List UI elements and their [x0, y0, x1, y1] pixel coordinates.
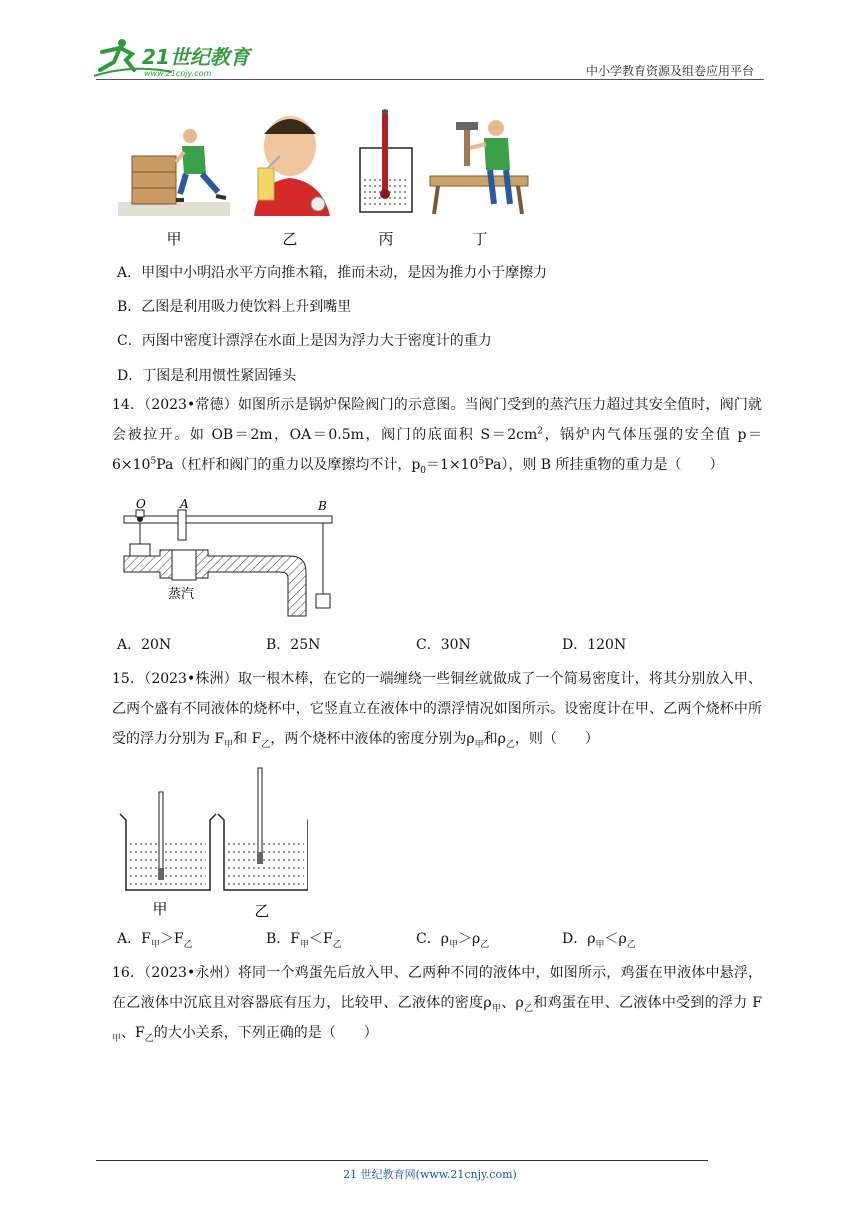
q15-option-d: D．$\rho_甲<\rho_乙$	[562, 931, 636, 950]
q14-valve-diagram	[120, 498, 340, 623]
caption-ding: 丁	[472, 230, 488, 248]
hammer-man-picture	[430, 120, 528, 214]
q14-option-c: C．30N	[416, 637, 471, 653]
q15-beakers-diagram	[118, 764, 308, 924]
caption-beaker-jia: 甲	[152, 900, 168, 918]
caption-bing: 丙	[378, 230, 394, 248]
logo-text: 21世纪教育	[142, 45, 250, 69]
q14-option-d: D．120N	[562, 637, 627, 653]
q13-option-b: B．乙图是利用吸力使饮料上升到嘴里	[117, 299, 352, 315]
site-logo	[92, 36, 262, 80]
header-divider	[96, 79, 764, 80]
beaker-jia	[120, 792, 216, 890]
beaker-yi	[218, 768, 308, 890]
q16-question: 16．（2023•永州）将同一个鸡蛋先后放入甲、乙两种不同的液体中，如图所示，鸡蛋在甲液体中悬浮，在乙液体中沉底且对容器底有压力，比较甲、乙液体的密度$\rho_甲$、$\rho_乙$和鸡蛋在甲、乙液体中受到的浮力 $F_甲$、$F_乙$的大小关系，下列正确的是（ ）	[112, 965, 762, 1044]
label-o: O	[136, 498, 146, 511]
q14-option-a: A．20N	[117, 637, 172, 653]
header-right-text: 中小学教育资源及组卷应用平台	[585, 64, 754, 78]
caption-jia: 甲	[166, 230, 182, 248]
label-steam: 蒸汽	[168, 587, 195, 602]
q15-source: （2023•株洲）	[144, 671, 238, 687]
q14-number: 14．	[112, 397, 145, 413]
drinking-boy-picture	[246, 114, 336, 216]
q13-option-a: A．甲图中小明沿水平方向推木箱，推而未动，是因为推力小于摩擦力	[117, 265, 548, 281]
q15-number: 15．	[112, 671, 145, 687]
push-box-picture	[118, 129, 230, 216]
logo-url: www.21cnjy.com	[144, 69, 212, 78]
q15-option-c: C．$\rho_甲>\rho_乙$	[416, 931, 490, 950]
q14-option-b: B．25N	[266, 637, 321, 653]
q16-source: （2023•永州）	[144, 965, 238, 981]
caption-yi: 乙	[282, 230, 298, 248]
q13-pictures	[118, 104, 538, 254]
caption-beaker-yi: 乙	[254, 902, 270, 920]
footer-text: 21 世纪教育网(www.21cnjy.com)	[343, 1168, 517, 1181]
q14-source: （2023•常德）	[144, 397, 238, 413]
beaker-hydrometer-picture	[360, 109, 412, 212]
q15-question: 15．（2023•株洲）取一根木棒，在它的一端缠绕一些铜丝就做成了一个简易密度计，将其分别放入甲、乙两个盛有不同液体的烧杯中，它竖直立在液体中的漂浮情况如图所示。设密度计在甲、乙两个烧杯中所受的浮力分别为 $F_甲$和 $F_乙$，两个烧杯中液体的密度分别为$\rho_甲$和$\rho_乙$，则（ ）	[112, 671, 762, 750]
weight-block	[316, 594, 330, 608]
q16-number: 16．	[112, 965, 145, 981]
q15-option-a: A．$F_甲>F_乙$	[117, 931, 193, 950]
q13-option-c: C．丙图中密度计漂浮在水面上是因为浮力大于密度计的重力	[117, 333, 492, 349]
q14-question: 14．（2023•常德）如图所示是锅炉保险阀门的示意图。当阀门受到的蒸汽压力超过其安全值时，阀门就会被拉开。如 OB＝2m，OA＝0.5m，阀门的底面积 $S=2cm^2$，锅炉内气体压强的安全值 $p=6\times 10^5Pa$（杠杆和阀门的重力以及摩擦均不计，$p_0=1\times 10^5Pa$），则 B 所挂重物的重力是（ ）	[112, 397, 763, 476]
label-b: B	[318, 499, 327, 513]
q13-option-d: D．丁图是利用惯性紧固锤头	[117, 368, 297, 384]
footer-divider	[96, 1160, 708, 1161]
q15-option-b: B．$F_甲<F_乙$	[266, 931, 342, 950]
label-a: A	[180, 498, 189, 511]
